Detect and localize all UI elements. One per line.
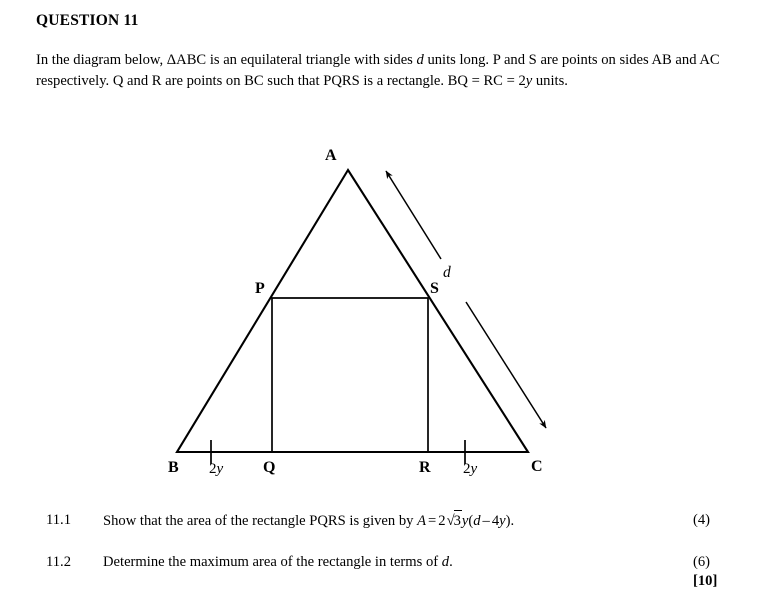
formula-radicand: 3	[454, 510, 462, 531]
subquestion-11-2-period: .	[449, 554, 453, 570]
dimension-label-right-2y	[463, 461, 478, 477]
square-root-group	[446, 510, 462, 531]
formula-open-paren: (	[468, 513, 474, 529]
marks-11-2: (6)	[693, 554, 711, 570]
subquestion-11-2-prompt: Determine the maximum area of the rectangle in terms of	[103, 554, 439, 570]
triangle-abc-symbol: ΔABC	[166, 52, 207, 68]
vertex-label-a: A	[325, 147, 337, 164]
intro-var-y: y	[525, 72, 533, 89]
total-marks: [10]	[693, 573, 718, 589]
vertex-label-b: B	[168, 459, 179, 476]
formula-coefficient-2: 4	[491, 513, 500, 529]
geometry-diagram	[0, 130, 770, 490]
page-title: QUESTION 11	[36, 12, 139, 29]
subquestion-number-11-2: 11.2	[46, 554, 71, 570]
subquestion-number-11-1: 11.1	[46, 512, 71, 528]
dimension-right-coef: 2	[463, 461, 471, 477]
triangle-abc-shape	[177, 170, 528, 452]
formula-var-y1: y	[461, 513, 469, 529]
marks-11-1: (4)	[693, 512, 711, 528]
formula-equals: =	[428, 513, 437, 529]
point-label-q: Q	[263, 459, 276, 476]
point-label-r: R	[419, 459, 431, 476]
formula-coefficient: 2	[438, 513, 446, 529]
rectangle-outline	[272, 298, 428, 452]
vertex-label-c: C	[531, 458, 543, 475]
dimension-left-var: y	[216, 461, 224, 477]
formula-var-y2: y	[499, 513, 506, 529]
rectangle-pqrs-shape	[272, 298, 428, 452]
area-formula	[417, 513, 514, 529]
intro-part-5: units.	[532, 72, 568, 89]
question-intro-text	[36, 50, 742, 91]
formula-lhs: A	[417, 513, 427, 529]
subquestion-11-2-var-d: d	[441, 554, 450, 570]
formula-minus: –	[482, 513, 490, 529]
subquestion-11-1-prompt: Show that the area of the rectangle PQRS is given by	[103, 513, 414, 529]
formula-close-paren: ).	[505, 513, 515, 529]
radical-sign-icon: √	[446, 513, 455, 529]
intro-part-3: units long. P and S are points on sides	[423, 52, 649, 68]
dimension-arrow-lower	[466, 302, 546, 428]
dimension-label-left-2y	[209, 461, 224, 477]
intro-var-d: d	[416, 52, 424, 68]
point-label-s: S	[430, 280, 439, 297]
formula-var-d: d	[473, 513, 481, 529]
intro-part-4: AB and AC respectively. Q and R are points on BC such that PQRS is a rectangle. BQ = RC = 2	[36, 52, 720, 89]
subquestion-text-11-2	[103, 552, 663, 572]
intro-part-2: is an equilateral triangle with sides	[206, 52, 417, 68]
dimension-label-d: d	[443, 264, 451, 281]
subquestion-text-11-1	[103, 510, 663, 531]
point-label-p: P	[255, 280, 265, 297]
triangle-outline	[177, 170, 528, 452]
dimension-left-coef: 2	[209, 461, 217, 477]
dimension-arrow-upper	[386, 171, 441, 259]
dimension-right-var: y	[470, 461, 478, 477]
intro-part-1: In the diagram below,	[36, 52, 167, 68]
